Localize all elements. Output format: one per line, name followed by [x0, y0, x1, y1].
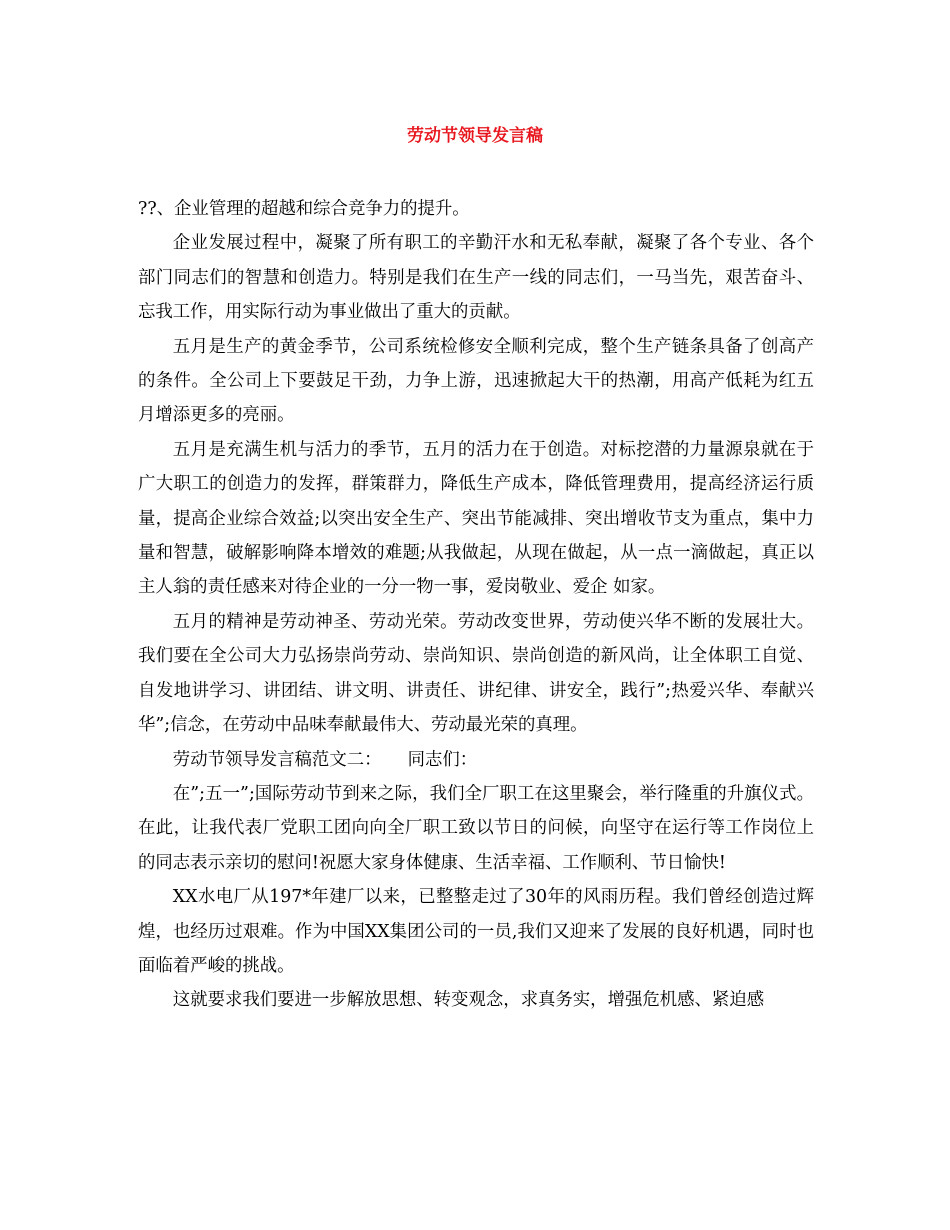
paragraph-9: 这就要求我们要进一步解放思想、转变观念，求真务实，增强危机感、紧迫感 — [172, 990, 765, 1011]
paragraph-8: XX水电厂从197*年建厂以来，已整整走过了30年的风雨历程。我们曾经创造过辉煌，也经历过艰难。作为中国XX集团公司的一员,我们又迎来了发展的良好机遇，同时也面临着严峻的挑战。 — [138, 887, 814, 976]
paragraph-4: 五月是充满生机与活力的季节，五月的活力在于创造。对标挖潜的力量源泉就在于广大职工的创造力的发挥，群策群力，降低生产成本，降低管理费用，提高经济运行质量，提高企业综合效益;以突出安全生产、突出节能减排、突出增收节支为重点，集中力量和智慧，破解影响降本增效的难题;从我做起，从现在做起，从一点一滴做起，真正以主人翁的责任感来对待企业的一分一物一事，爱岗敬业、爱企 如家。 — [138, 439, 814, 598]
paragraph-3: 五月是生产的黄金季节，公司系统检修安全顺利完成，整个生产链条具备了创高产的条件。全公司上下要鼓足干劲，力争上游，迅速掀起大干的热潮，用高产低耗为红五月增添更多的亮丽。 — [138, 336, 814, 426]
paragraph-5: 五月的精神是劳动神圣、劳动光荣。劳动改变世界，劳动使兴华不断的发展壮大。我们要在全公司大力弘扬崇尚劳动、崇尚知识、崇尚创造的新风尚，让全体职工自觉、自发地讲学习、讲团结、讲文明、讲责任、讲纪律、讲安全，践行”;热爱兴华、奉献兴华”;信念，在劳动中品味奉献最伟大、劳动最光荣的真理。 — [138, 611, 814, 736]
document-body — [138, 192, 814, 1018]
paragraph-6: 劳动节领导发言稿范文二： 同志们： — [172, 749, 478, 770]
paragraph-1: ??、企业管理的超越和综合竞争力的提升。 — [138, 199, 470, 219]
paragraph-7: 在”;五一”;国际劳动节到来之际，我们全厂职工在这里聚会，举行隆重的升旗仪式。在此，让我代表厂党职工团向向全厂职工致以节日的问候，向坚守在运行等工作岗位上的同志表示亲切的慰问!祝愿大家身体健康、生活幸福、工作顺利、节日愉快! — [138, 783, 814, 873]
paragraph-2: 企业发展过程中，凝聚了所有职工的辛勤汗水和无私奉献，凝聚了各个专业、各个部门同志们的智慧和创造力。特别是我们在生产一线的同志们，一马当先，艰苦奋斗、忘我工作，用实际行动为事业做出了重大的贡献。 — [138, 233, 814, 323]
document-title: 劳动节领导发言稿 — [407, 126, 543, 146]
